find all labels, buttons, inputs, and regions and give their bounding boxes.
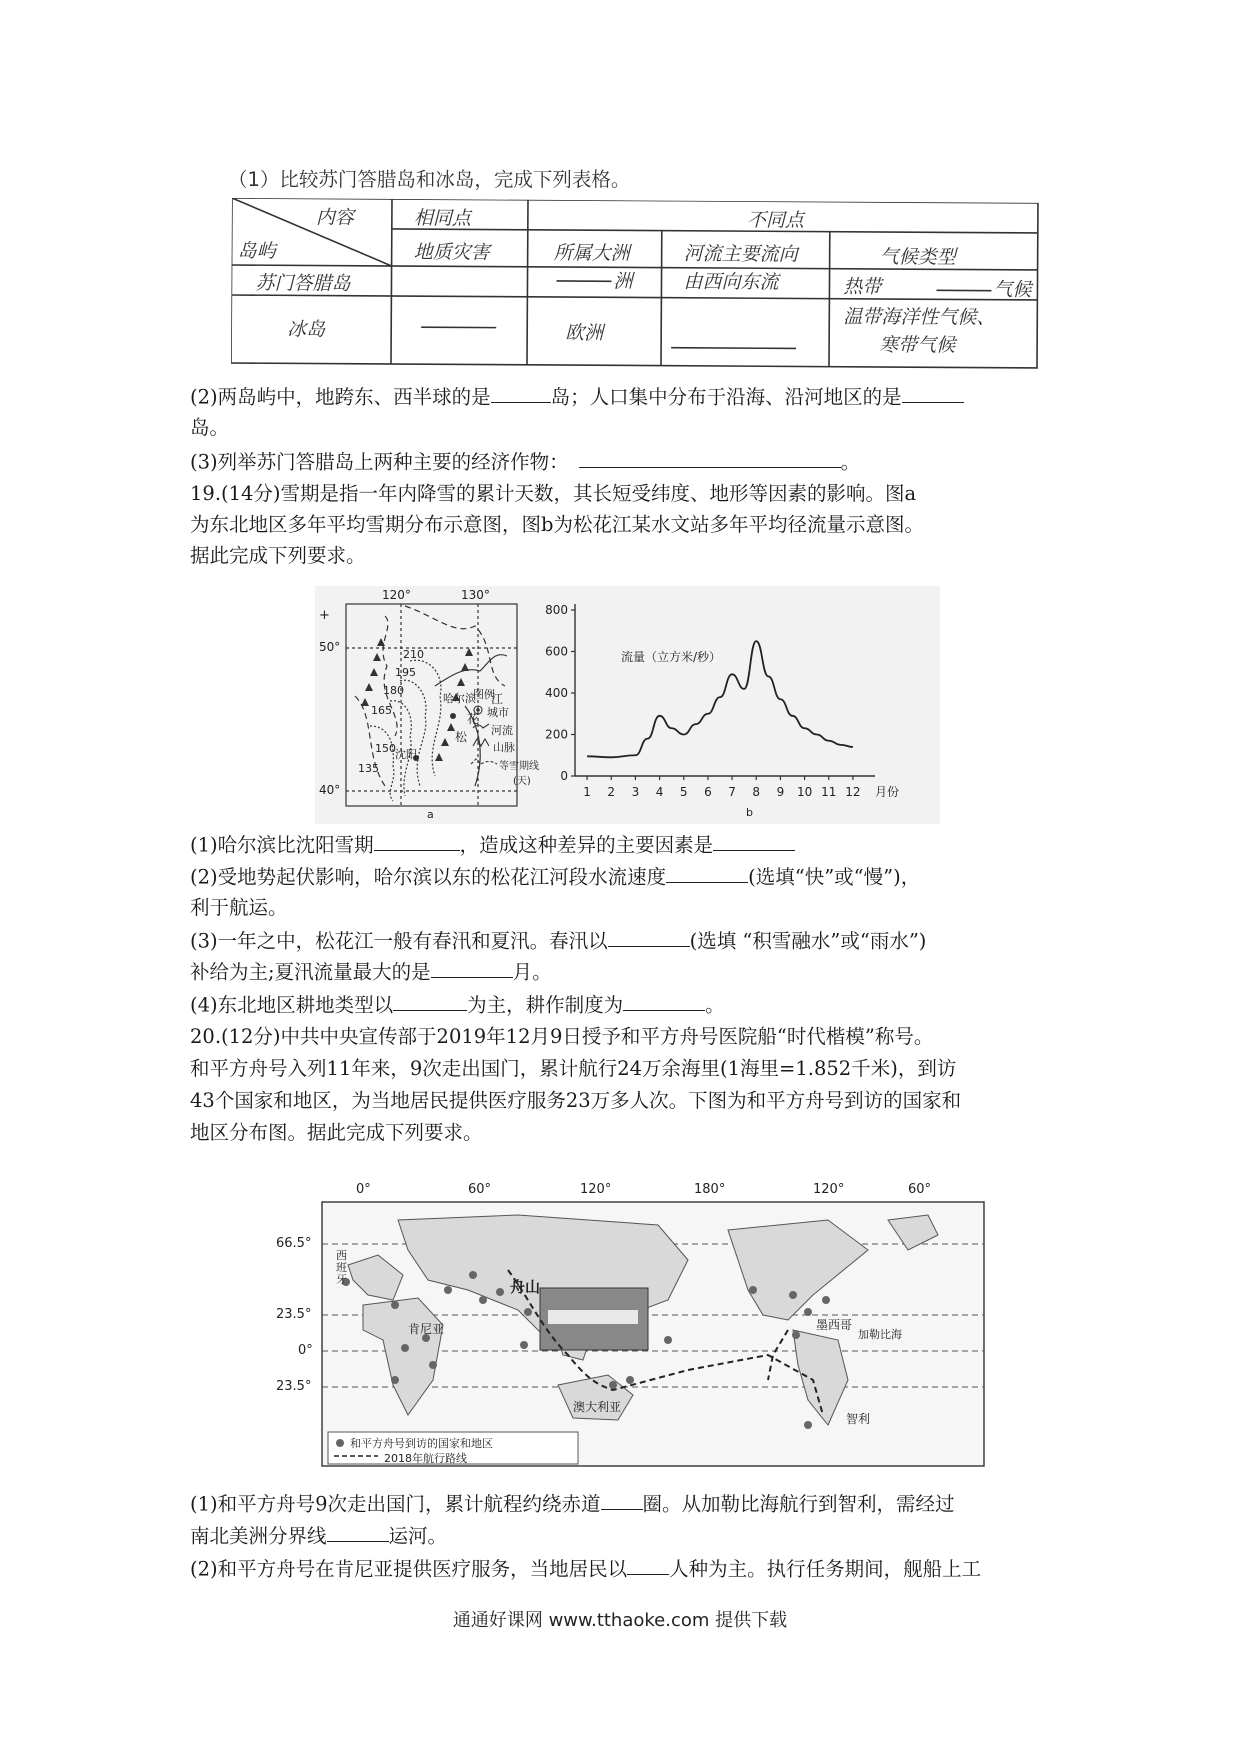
city-harbin: 哈尔滨 bbox=[443, 692, 476, 705]
world-lon-180: 180° bbox=[694, 1182, 726, 1197]
place-kenya: 肯尼亚 bbox=[408, 1322, 445, 1336]
chart-x-tick-label: 12 bbox=[845, 785, 861, 799]
q19-question-3: (3)一年之中，松花江一般有春汛和夏汛。春汛以 (选填 “积雪融水”或“雨水”) bbox=[190, 926, 926, 956]
chart-x-tick-label: 8 bbox=[752, 785, 761, 799]
table-row2-climate-line1: 温带海洋性气候、 bbox=[843, 305, 996, 329]
place-chile: 智利 bbox=[846, 1412, 871, 1426]
river-char-jiang: 江 bbox=[491, 692, 504, 706]
world-lat-23-5s: 23.5° bbox=[276, 1379, 312, 1394]
table-col-hazard: 地质灾害 bbox=[413, 241, 490, 264]
q18-question-2: (2)两岛屿中，地跨东、西半球的是 岛；人口集中分布于沿海、沿河地区的是 bbox=[190, 382, 964, 412]
table-row2-climate-line2: 寒带气候 bbox=[879, 333, 956, 357]
chart-x-tick-label: 7 bbox=[728, 785, 736, 799]
table-row1-river: 由西向东流 bbox=[683, 270, 779, 294]
q20-question-1: (1)和平方舟号9次走出国门，累计航程约绕赤道 圈。从加勒比海航行到智利，需经过 bbox=[190, 1489, 955, 1519]
legend-isoline: 等雪期线 bbox=[499, 761, 539, 772]
q20-question-1-cont: 南北美洲分界线 运河。 bbox=[190, 1521, 447, 1551]
table-row1-name: 苏门答腊岛 bbox=[255, 272, 351, 295]
legend-isoline-unit: (天) bbox=[513, 776, 531, 787]
chart-y-tick-label: 200 bbox=[545, 727, 568, 742]
chart-y-tick-label: 0 bbox=[560, 769, 568, 783]
map-a-lat-top: 50° bbox=[319, 640, 341, 654]
chart-x-tick-label: 6 bbox=[704, 785, 712, 799]
isoline-label-165: 165 bbox=[371, 704, 392, 717]
river-char-hua: 花 bbox=[467, 712, 480, 726]
q19-intro-line3: 据此完成下列要求。 bbox=[190, 544, 366, 567]
legend-river: 河流 bbox=[491, 724, 513, 737]
table-same-header: 相同点 bbox=[413, 207, 471, 230]
q19-question-1: (1)哈尔滨比沈阳雪期 ，造成这种差异的主要因素是 bbox=[190, 830, 795, 860]
figure-19 bbox=[315, 586, 940, 824]
table-row1-climate-prefix: 热带 bbox=[843, 275, 882, 298]
place-caribbean: 加勒比海 bbox=[858, 1328, 902, 1341]
q19-intro-line1: 19.(14分)雪期是指一年内降雪的累计天数，其长短受纬度、地形等因素的影响。图a bbox=[190, 482, 917, 505]
table-col-continent: 所属大洲 bbox=[553, 241, 630, 265]
q19-question-2: (2)受地势起伏影响，哈尔滨以东的松花江河段水流速度 (选填“快”或“慢”)， bbox=[190, 862, 920, 892]
map-a-lon1: 120° bbox=[382, 588, 411, 602]
chart-x-tick-label: 4 bbox=[655, 785, 664, 799]
table-col-river: 河流主要流向 bbox=[683, 242, 798, 266]
legend-mountain: 山脉 bbox=[493, 741, 515, 754]
legend-city: 城市 bbox=[487, 706, 509, 719]
world-lon-120e: 120° bbox=[580, 1182, 612, 1197]
q19-question-3-cont: 补给为主;夏汛流量最大的是 月。 bbox=[190, 957, 552, 987]
isoline-label-195: 195 bbox=[395, 666, 416, 679]
chart-y-tick-label: 400 bbox=[545, 686, 568, 700]
q18-intro: （1）比较苏门答腊岛和冰岛，完成下列表格。 bbox=[228, 168, 631, 191]
isoline-label-180: 180 bbox=[383, 684, 404, 697]
q20-question-2: (2)和平方舟号在肯尼亚提供医疗服务，当地居民以 人种为主。执行任务期间，舰船上工 bbox=[190, 1554, 981, 1584]
table-corner-bottom: 岛屿 bbox=[237, 240, 276, 263]
chart-y-tick-label: 600 bbox=[545, 644, 568, 659]
world-lat-23-5n: 23.5° bbox=[276, 1307, 312, 1322]
q20-intro-line2: 和平方舟号入列11年来，9次走出国门，累计航行24万余海里(1海里=1.852千米)，到访 bbox=[190, 1057, 957, 1080]
place-zhoushan: 舟山 bbox=[510, 1278, 541, 1296]
q20-intro-line1: 20.(12分)中共中央宣传部于2019年12月9日授予和平方舟号医院船“时代楷模”称号。 bbox=[190, 1025, 934, 1048]
chart-ylabel: 流量（立方米/秒） bbox=[621, 650, 722, 664]
chart-b-label: b bbox=[746, 806, 753, 819]
world-lon-60e: 60° bbox=[468, 1182, 492, 1197]
table-row1-continent-suffix: 洲 bbox=[613, 270, 633, 293]
world-lon-120w: 120° bbox=[813, 1182, 845, 1197]
map-a-plus: + bbox=[319, 608, 330, 623]
world-lat-66-5: 66.5° bbox=[276, 1236, 312, 1251]
table-diff-header: 不同点 bbox=[746, 209, 804, 232]
map-a-lat-bottom: 40° bbox=[319, 783, 341, 797]
table-corner-top: 内容 bbox=[315, 206, 354, 229]
city-shenyang: 沈阳 bbox=[395, 748, 417, 761]
q20-intro-line4: 地区分布图。据此完成下列要求。 bbox=[190, 1121, 483, 1144]
chart-y-tick-label: 800 bbox=[545, 603, 568, 617]
river-char-song: 松 bbox=[455, 730, 468, 744]
legend-visited: 和平方舟号到访的国家和地区 bbox=[350, 1437, 493, 1450]
chart-x-tick-label: 1 bbox=[583, 785, 591, 799]
place-australia: 澳大利亚 bbox=[573, 1400, 622, 1414]
table-col-climate: 气候类型 bbox=[879, 245, 956, 269]
chart-xlabel: 月份 bbox=[875, 785, 900, 799]
q19-intro-line2: 为东北地区多年平均雪期分布示意图，图b为松花江某水文站多年平均径流量示意图。 bbox=[190, 513, 924, 536]
q19-question-4: (4)东北地区耕地类型以 为主，耕作制度为 。 bbox=[190, 990, 725, 1020]
page-footer: 通通好课网 www.tthaoke.com 提供下载 bbox=[452, 1610, 788, 1631]
q19-question-2-cont: 利于航运。 bbox=[190, 896, 288, 919]
chart-x-tick-label: 5 bbox=[679, 785, 688, 799]
legend-route: 2018年航行路线 bbox=[384, 1452, 467, 1465]
place-spain: 西班牙 bbox=[336, 1249, 347, 1286]
q18-question-2-cont: 岛。 bbox=[190, 416, 230, 439]
table-row2-continent: 欧洲 bbox=[565, 322, 604, 345]
world-lat-0: 0° bbox=[298, 1343, 313, 1358]
figure-20-world-map bbox=[268, 1180, 993, 1470]
table-row2-name: 冰岛 bbox=[287, 318, 326, 341]
q20-intro-line3: 43个国家和地区，为当地居民提供医疗服务23万多人次。下图为和平方舟号到访的国家和 bbox=[190, 1089, 962, 1112]
q18-question-3: (3)列举苏门答腊岛上两种主要的经济作物： 。 bbox=[190, 447, 860, 477]
chart-x-tick-label: 3 bbox=[631, 785, 640, 799]
world-lon-60w: 60° bbox=[908, 1182, 932, 1197]
table-row1-climate-suffix: 气候 bbox=[993, 278, 1032, 301]
world-lon-0: 0° bbox=[356, 1182, 371, 1197]
chart-x-tick-label: 9 bbox=[776, 785, 785, 799]
island-comparison-table bbox=[231, 198, 1040, 370]
isoline-label-150: 150 bbox=[375, 742, 396, 755]
isoline-label-135: 135 bbox=[358, 762, 379, 775]
chart-x-tick-label: 10 bbox=[796, 785, 813, 799]
chart-x-tick-label: 2 bbox=[607, 785, 616, 799]
legend-title: 图例 bbox=[473, 688, 495, 701]
map-a-label: a bbox=[427, 808, 434, 821]
map-a-lon2: 130° bbox=[461, 588, 490, 602]
isoline-label-210: 210 bbox=[403, 648, 424, 661]
place-mexico: 墨西哥 bbox=[816, 1318, 853, 1332]
world-map bbox=[268, 1180, 993, 1470]
chart-x-tick-label: 11 bbox=[821, 785, 837, 799]
